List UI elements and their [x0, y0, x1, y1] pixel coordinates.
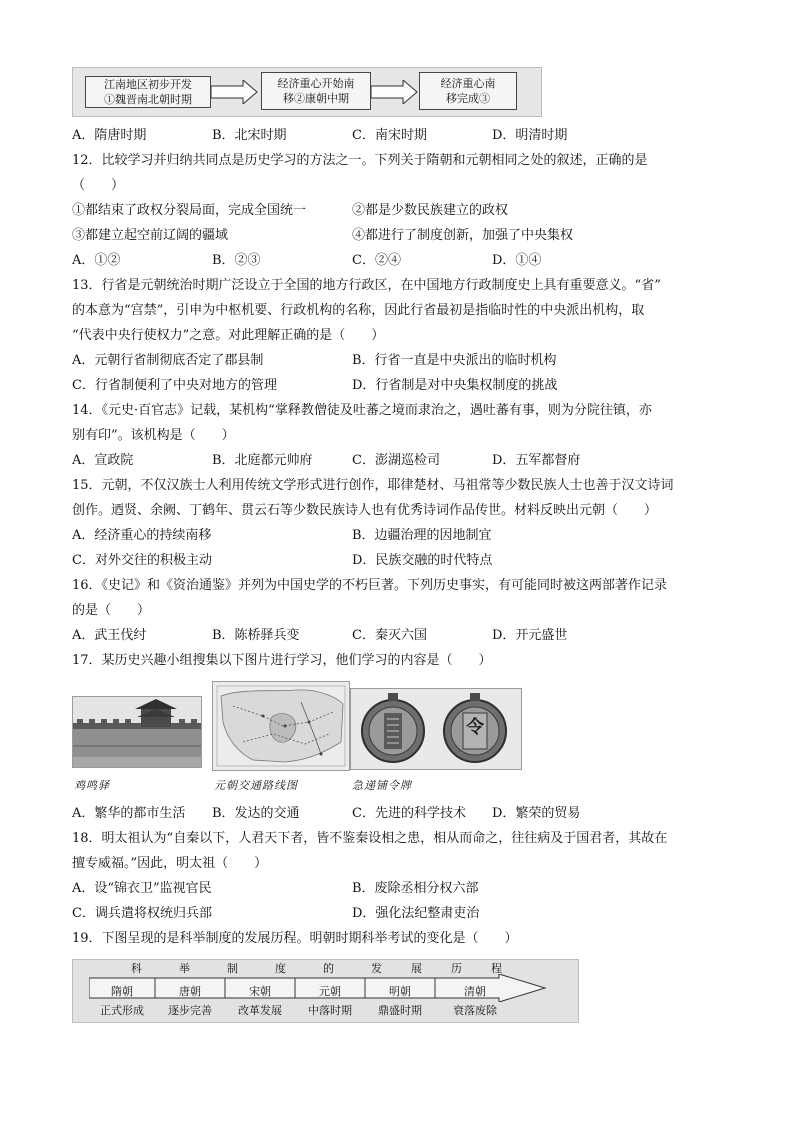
jimingyi-photo	[72, 696, 202, 768]
q18-option-d[interactable]: D．强化法纪整肃吏治	[352, 906, 480, 921]
q14-option-a[interactable]: A．宣政院	[72, 453, 134, 468]
q16-option-d[interactable]: D．开元盛世	[492, 628, 568, 643]
q11-option-a[interactable]: A．隋唐时期	[72, 128, 147, 143]
q18-line-1: 18．明太祖认为“自秦以下，人君天下者，皆不鉴秦设相之患，相从而命之，往往病及于国君者，其故在	[72, 831, 668, 846]
timeline-stage: 正式形成	[100, 1004, 144, 1017]
q14-option-c[interactable]: C．澎湖巡检司	[352, 453, 440, 468]
q16-line-1: 16．《史记》和《资治通鉴》并列为中国史学的不朽巨著。下列历史事实，有可能同时被这两部著作记录	[72, 578, 668, 593]
timeline-dynasty: 清朝	[464, 985, 486, 998]
caption-jimingyi: 鸡鸣驿	[74, 779, 110, 792]
q12-option-d[interactable]: D．①④	[492, 253, 542, 268]
keju-timeline-figure	[72, 959, 579, 1023]
economic-center-flow-figure	[72, 67, 542, 117]
q13-option-a[interactable]: A．元朝行省制彻底否定了郡县制	[72, 353, 264, 368]
timeline-stage: 逐步完善	[168, 1004, 212, 1017]
timeline-title-char: 科	[131, 962, 142, 975]
timeline-title-char: 程	[491, 962, 502, 975]
q13-line-2: 的本意为“宫禁”，引申为中枢机要、行政机构的名称，因此行省最初是指临时性的中央派出机构，取	[72, 303, 645, 318]
q13-option-c[interactable]: C．行省制便利了中央对地方的管理	[72, 378, 277, 393]
q12-option-c[interactable]: C．②④	[352, 253, 401, 268]
q14-option-d[interactable]: D．五军都督府	[492, 453, 581, 468]
timeline-title-char: 度	[275, 962, 286, 975]
q18-line-2: 擅专威福。”因此，明太祖（ ）	[72, 856, 268, 871]
map-image	[213, 682, 349, 770]
q18-option-c[interactable]: C．调兵遣将权统归兵部	[72, 906, 212, 921]
flow-arrow-2-icon	[371, 80, 419, 104]
q13-option-b[interactable]: B．行省一直是中央派出的临时机构	[352, 353, 557, 368]
q17-option-d[interactable]: D．繁荣的贸易	[492, 806, 581, 821]
token-character: 令	[466, 717, 484, 738]
q11-option-d[interactable]: D．明清时期	[492, 128, 568, 143]
q12-option-b[interactable]: B．②③	[212, 253, 261, 268]
timeline-title-char: 展	[411, 962, 422, 975]
timeline-stage: 鼎盛时期	[378, 1004, 422, 1017]
q14-line-2: 别有印”。该机构是（ ）	[72, 428, 235, 443]
timeline-dynasty: 元朝	[319, 985, 341, 998]
q12-option-a[interactable]: A．①②	[72, 253, 121, 268]
timeline-dynasty: 隋朝	[111, 985, 133, 998]
q14-line-1: 14．《元史·百官志》记载，某机构“掌释教僧徒及吐蕃之境而隶治之，遇吐蕃有事，则为分院往镇，亦	[72, 403, 652, 418]
flow-box-3-line2: 移完成③	[446, 92, 490, 105]
timeline-title-char: 制	[227, 962, 238, 975]
q16-option-a[interactable]: A．武王伐纣	[72, 628, 147, 643]
q13-line-1: 13．行省是元朝统治时期广泛设立于全国的地方行政区，在中国地方行政制度史上具有重要意义。“省”	[72, 278, 661, 293]
q12-stem: 12．比较学习并归纳共同点是历史学习的方法之一。下列关于隋朝和元朝相同之处的叙述，正确的是	[72, 153, 648, 168]
q15-option-c[interactable]: C．对外交往的积极主动	[72, 553, 212, 568]
timeline-title-char: 的	[323, 962, 334, 975]
q11-option-b[interactable]: B．北宋时期	[212, 128, 287, 143]
q17-stem: 17．某历史兴趣小组搜集以下图片进行学习，他们学习的内容是（ ）	[72, 653, 492, 668]
q12-statement-4: ④都进行了制度创新，加强了中央集权	[352, 228, 574, 243]
q16-option-b[interactable]: B．陈桥驿兵变	[212, 628, 300, 643]
q17-option-a[interactable]: A．繁华的都市生活	[72, 806, 186, 821]
q17-option-c[interactable]: C．先进的科学技术	[352, 806, 466, 821]
q12-statement-2: ②都是少数民族建立的政权	[352, 203, 509, 218]
flow-box-2	[261, 72, 371, 110]
timeline-dynasty: 宋朝	[249, 985, 271, 998]
q15-option-d[interactable]: D．民族交融的时代特点	[352, 553, 493, 568]
q18-option-b[interactable]: B．废除丞相分权六部	[352, 881, 479, 896]
q11-option-c[interactable]: C．南宋时期	[352, 128, 427, 143]
timeline-title-char: 历	[451, 962, 462, 975]
q12-statement-3: ③都建立起空前辽阔的疆域	[72, 228, 229, 243]
timeline-title-char: 发	[371, 962, 382, 975]
timeline-stage: 改革发展	[238, 1004, 282, 1017]
timeline-dynasty: 唐朝	[179, 985, 201, 998]
flow-box-3	[419, 72, 517, 110]
q15-line-2: 创作。迺贤、余阙、丁鹤年、贯云石等少数民族诗人也有优秀诗词作品传世。材料反映出元朝（ ）	[72, 503, 658, 518]
timeline-stage: 中落时期	[308, 1004, 352, 1017]
q12-blank: （ ）	[72, 178, 125, 193]
fortress-wall-image	[73, 697, 201, 767]
flow-arrow-1-icon	[211, 80, 259, 104]
q16-line-2: 的是（ ）	[72, 603, 151, 618]
q13-option-d[interactable]: D．行省制是对中央集权制度的挑战	[352, 378, 558, 393]
q19-stem: 19．下图呈现的是科举制度的发展历程。明朝时期科举考试的变化是（ ）	[72, 931, 518, 946]
timeline-stage: 衰落废除	[453, 1004, 497, 1017]
q18-option-a[interactable]: A．设“锦衣卫”监视官民	[72, 881, 212, 896]
q17-option-b[interactable]: B．发达的交通	[212, 806, 300, 821]
flow-box-2-line1: 经济重心开始南	[277, 77, 355, 90]
yuan-route-map	[212, 681, 350, 771]
timeline-dynasty: 明朝	[389, 985, 411, 998]
q16-option-c[interactable]: C．秦灭六国	[352, 628, 427, 643]
flow-box-3-line1: 经济重心南	[440, 77, 496, 90]
q13-line-3: “代表中央行使权力”之意。对此理解正确的是（ ）	[72, 328, 385, 343]
flow-box-2-line2: 移②康朝中期	[283, 92, 349, 105]
flow-box-1-line2: ①魏晋南北朝时期	[104, 93, 192, 106]
q14-option-b[interactable]: B．北庭都元帅府	[212, 453, 313, 468]
caption-route-map: 元朝交通路线图	[214, 779, 298, 792]
timeline-title-char: 举	[179, 962, 190, 975]
flow-box-1	[85, 76, 211, 108]
q15-option-a[interactable]: A．经济重心的持续南移	[72, 528, 212, 543]
q15-option-b[interactable]: B．边疆治理的因地制宜	[352, 528, 492, 543]
caption-courier-token: 急递铺令牌	[352, 779, 412, 792]
token-image	[351, 689, 521, 769]
courier-token-photo	[350, 688, 522, 770]
q15-line-1: 15．元朝，不仅汉族士人利用传统文学形式进行创作，耶律楚材、马祖常等少数民族人士也善于汉文诗词	[72, 478, 674, 493]
flow-box-1-line1: 江南地区初步开发	[104, 78, 192, 91]
q12-statement-1: ①都结束了政权分裂局面，完成全国统一	[72, 203, 307, 218]
